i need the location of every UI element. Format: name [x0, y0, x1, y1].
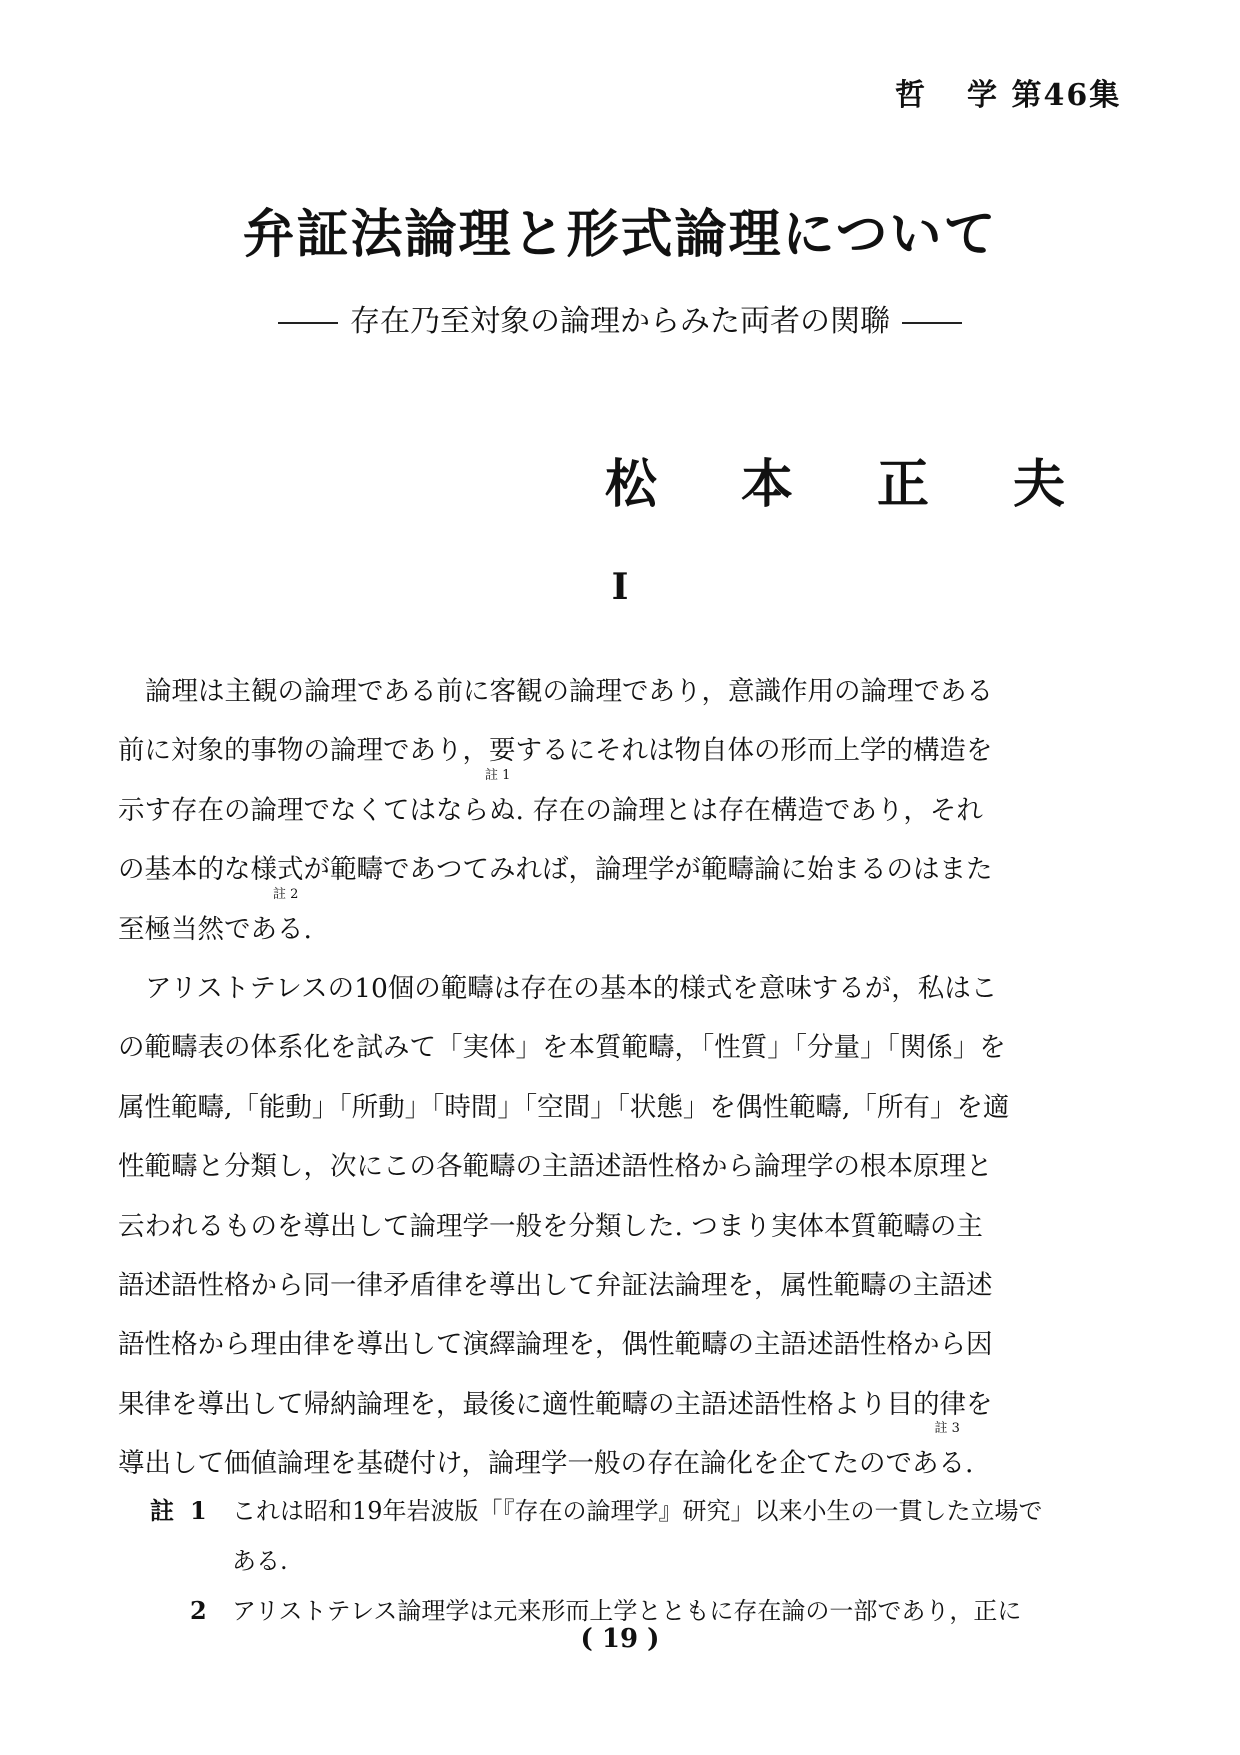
footnote-number: 2	[190, 1596, 207, 1625]
text-line	[118, 1421, 1078, 1493]
footnote-label: 註	[150, 1496, 174, 1525]
journal-header	[895, 70, 1145, 114]
text-line: 云われるものを導出して論理学一般を分類した. つまり実体本質範疇の主	[118, 1210, 983, 1242]
text-line: 属性範疇,「能動」「所動」「時間」「空間」「状態」を偶性範疇,「所有」を適	[118, 1091, 1010, 1123]
footnote-mark: 註 2	[273, 886, 299, 902]
footnote-ref-3	[934, 1421, 965, 1480]
text-line: 性範疇と分類し，次にこの各範疇の主語述語性格から論理学の根本原理と	[118, 1151, 993, 1183]
footnote-number: 1	[190, 1496, 207, 1525]
text-segment: .	[964, 1448, 974, 1480]
text-line	[118, 886, 1078, 959]
text-segment: . 存在の論理とは存在構造であり，それ	[515, 794, 983, 826]
footnote-mark: 註 3	[934, 1421, 960, 1437]
text-line: 果律を導出して帰納論理を，最後に適性範疇の主語述語性格より目的律を	[118, 1388, 993, 1420]
footnote-ref-2	[273, 886, 304, 945]
footnote-text: これは昭和19年岩波版「『存在の論理学』研究」以来小生の一貫した立場で	[232, 1497, 1043, 1525]
footnote-item	[150, 1486, 1100, 1536]
footnote-item	[150, 1536, 1100, 1586]
author-char: 松	[605, 454, 658, 515]
footnote-mark: 註 1	[485, 767, 511, 783]
text-segment: る	[938, 1448, 965, 1480]
text-segment: ぬ	[489, 794, 516, 826]
text-line	[118, 767, 1078, 840]
author-name	[605, 442, 1065, 517]
footnote-ref-1	[485, 767, 516, 826]
text-segment: .	[303, 913, 312, 945]
text-segment: 導出して価値論理を基礎付け，論理学一般の存在論化を企てたのであ	[118, 1448, 939, 1480]
text-segment: 至極当然であ	[118, 913, 277, 945]
text-line: 語述語性格から同一律矛盾律を導出して弁証法論理を，属性範疇の主語述	[118, 1269, 993, 1301]
text-line: の範疇表の体系化を試みて「実体」を本質範疇，「性質」「分量」「関係」を	[118, 1032, 1006, 1064]
footnote-text: アリストテレス論理学は元来形而上学とともに存在論の一部であり，正に	[232, 1597, 1022, 1625]
footnote-text: ある.	[232, 1547, 288, 1575]
dash-left	[278, 322, 338, 324]
text-line: 語性格から理由律を導出して演繹論理を，偶性範疇の主語述語性格から因	[118, 1329, 993, 1361]
dash-right	[902, 322, 962, 324]
text-line: アリストテレスの10個の範疇は存在の基本的様式を意味するが，私はこ	[145, 972, 998, 1004]
journal-name-part1: 哲	[895, 78, 927, 113]
paper-subtitle	[130, 296, 1110, 340]
text-segment: る	[277, 913, 304, 945]
page-number: ( 19 )	[580, 1624, 660, 1654]
body-text	[118, 662, 1078, 1493]
section-heading: I	[611, 566, 629, 608]
author-char: 夫	[1012, 454, 1065, 515]
text-segment: 示す存在の論理でなくてはなら	[118, 794, 489, 826]
journal-name-part2: 学 第46集	[967, 78, 1122, 113]
subtitle-text: 存在乃至対象の論理からみた両者の関聯	[350, 304, 890, 339]
author-char: 本	[740, 454, 793, 515]
footnotes	[150, 1486, 1100, 1636]
paper-title: 弁証法論理と形式論理について	[242, 204, 998, 265]
text-line: の基本的な様式が範疇であつてみれば，論理学が範疇論に始まるのはまた	[118, 854, 993, 886]
text-line: 前に対象的事物の論理であり，要するにそれは物自体の形而上学的構造を	[118, 735, 993, 767]
author-char: 正	[876, 454, 929, 515]
text-line: 論理は主観の論理である前に客観の論理であり，意識作用の論理である	[145, 676, 993, 707]
